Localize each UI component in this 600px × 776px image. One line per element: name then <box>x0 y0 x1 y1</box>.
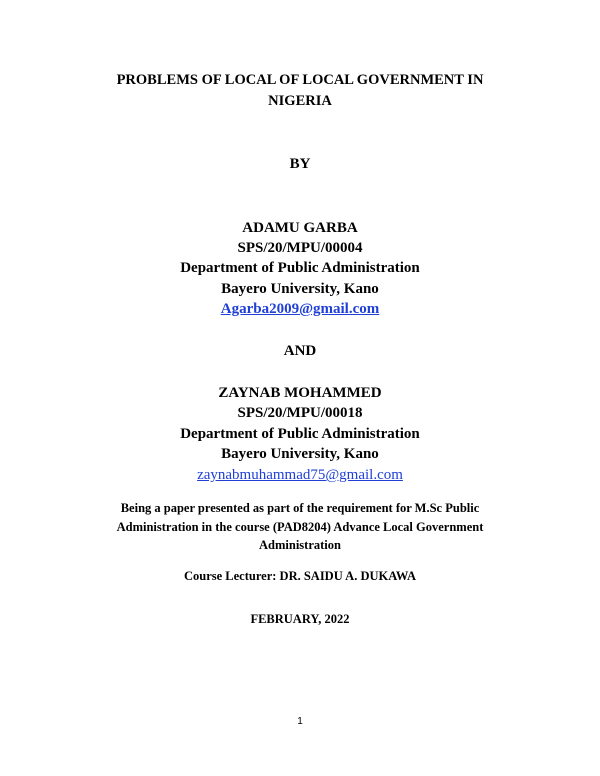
author1-email-line <box>0 299 600 319</box>
author2-department: Department of Public Administration <box>180 426 420 442</box>
note-line-3: Administration <box>259 538 341 552</box>
page-number: 1 <box>297 716 303 727</box>
note-line-2: Administration in the course (PAD8204) Advance Local Government <box>116 520 484 534</box>
title-line-1: PROBLEMS OF LOCAL OF LOCAL GOVERNMENT IN <box>116 72 484 88</box>
author2-university: Bayero University, Kano <box>221 446 379 462</box>
author2-email-line <box>0 465 600 485</box>
author1-email-link[interactable]: Agarba2009@gmail.com <box>220 301 380 317</box>
note-line-1: Being a paper presented as part of the requirement for M.Sc Public <box>120 501 480 515</box>
and-label: AND <box>283 343 317 359</box>
author1-id: SPS/20/MPU/00004 <box>237 240 363 256</box>
author1-department: Department of Public Administration <box>180 260 420 276</box>
author2-name: ZAYNAB MOHAMMED <box>218 385 382 401</box>
author1-university: Bayero University, Kano <box>221 281 379 297</box>
author1-name: ADAMU GARBA <box>242 220 358 236</box>
by-label: BY <box>289 156 311 172</box>
author2-id: SPS/20/MPU/00018 <box>237 405 363 421</box>
date: FEBRUARY, 2022 <box>250 612 350 626</box>
author2-email-link[interactable]: zaynabmuhammad75@gmail.com <box>197 467 403 483</box>
title-line-2: NIGERIA <box>268 93 332 109</box>
course-lecturer: Course Lecturer: DR. SAIDU A. DUKAWA <box>183 569 417 583</box>
